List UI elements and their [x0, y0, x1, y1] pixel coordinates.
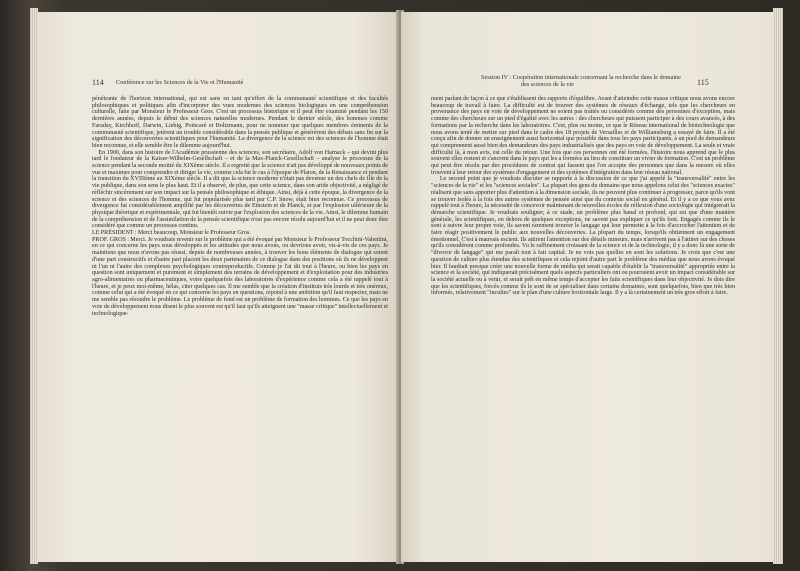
- left-page-number: 114: [92, 78, 104, 87]
- left-running-head: Conférence sur les Sciences de la Vie et l'Humanité: [116, 79, 244, 86]
- left-page-edges: [30, 8, 38, 564]
- right-running-head-line2: des sciences de la vie: [521, 81, 574, 88]
- right-page-body: ment parlant de façon à ce que s'établissent des rapports d'équilibre. Avant d'atteindre cette masse critique nous avons encore beaucoup de travail à faire. La difficulté est de trouver des systèmes de réseaux d'échange, tels que les chercheurs en provenance des pays en voie de développement ne soient pas traités ou considérés comme des personnes d'exception, mais comme des chercheurs sur un pied d'égalité avec les autres : des chercheurs qui puissent participer à des cours avancés, à des formations par la recherche dans les laboratoires. C'est, plus ou moins, ce que le Réseau international de biotechnologie que nous avons tenté de mettre sur pied dans le cadre des 18 projets de Versailles et de Williamsburg a essayé de faire. Il a été conçu afin de donner un enseignement aussi horizontal que possible dans tous les pays participants, à un pool de demandeurs qui comprennent aussi bien des demandeurs des pays industrialisés que des pays en voie de développement. La seule et vraie difficulté là, à mon avis, est celle du retour. Une fois que ces personnes ont été formées, l'histoire nous apprend que le plus souvent elles restent et s'ancrent dans le pays qui les a formées au lieu de constituer un vivier de formation. C'est un problème qui peut être résolu par des procédures de contrat qui fassent que l'on accepte des personnes que dans la mesure où elles trouvent à leur retour des systèmes d'engagement et des systèmes d'intégration dans leur réseau national. Le second point que je voudrais discuter se rapporte à la discussion de ce que j'ai appelé la "transversalité" entre les "sciences de la vie" et les "sciences sociales". La plupart des gens du domaine que nous appelons celui des "sciences exactes" réalisent que sans apporter plus d'attention à la dimension sociale, ils ne peuvent plus continuer à progresser, parce qu'ils vont se trouver isolés à la fois des autres systèmes de pensée ainsi que du contexte social en général. Et il y a ce que vous avez rappelé tout à l'heure, la nécessité de concevoir maintenant de nouvelles écoles de réflexion d'une sociologie qui intégrerait la démarche scientifique. Je voudrais souligner, à ce stade, un problème plus banal et profond, qui est que d'une manière générale, les scientifiques, en dehors de quelques exceptions, ne savent pas expliquer ce qu'ils font. Engagés comme ils le sont à suivre leur propre voie, ils savent rarement trouver le langage qui leur permette à la fois d'accrocher l'attention et de faire réagir positivement le public aux nouvelles découvertes. La plupart du temps, lorsqu'ils obtiennent un engagement émotionnel, C'est à mauvais escient. Ils attirent l'attention sur des détails mineurs, mais n'arrivent pas à l'attirer sur des choses qu'ils considèrent comme profondes. Vu le raffinement croissant de la science et de la technologie, il y a donc là une sorte de "divorce de langage" qui me paraît tout à fait capital. Je ne vois pas quelles en sont les solutions. Je crois que c'est une question de culture plus étendue des scientifiques et cela rejoint d'autre part le problème des médias que nous avons évoqué hier. Il faudrait presque créer une nouvelle forme de média qui serait capable d'établir la "transversalité" appropriée entre la science et la société, qui indiquerait précisément quels aspects particuliers ont ou pourraient avoir un impact considérable sur la société actuelle ou à venir, et serait prêt en même temps d'accepter les faits scientifiques dans leur objectivité. Je dois dire que les scientifiques, forcés comme ils le sont de se spécialiser dans certains domaines, sont quelquefois, bien que très bien informés, relativement "incultes" sur le plan d'une culture horizontale large. Il y a là certainement un très gros effort à faire.: [431, 96, 736, 297]
- right-page: [401, 12, 773, 562]
- left-page: [38, 12, 399, 562]
- right-page-edges: [773, 8, 783, 564]
- right-running-head-line1: Session IV : Coopération internationale concernant la recherche dans le domaine: [481, 74, 681, 81]
- right-page-number: 115: [697, 78, 709, 87]
- left-page-body: pénétrante de l'horizon international, qui est sans en tant qu'effort de la communauté scientifique et des facultés philosophiques et politiques afin d'incorporer des vues modernes des sciences biologiques en une compréhension culturelle, faite par Monsieur le Professeur Gros. C'est un processus historique et il peut être examiné pendant les 150 dernières années, depuis le début des sciences naturelles modernes. Pendant le dernier siècle, des hommes comme Faraday, Kirchhoff, Darwin, Liebig, Poincaré et Boltzmann, pour ne nommer que quelques membres éminents de la communauté scientifique, jetèrent un trouble considérable dans la pensée publique et générèrent des débats sans fin sur la signification des découvertes scientifiques pour l'humanité. La divergence de la science est des sciences de l'homme était bien reconnue, et elle semble être le dilemme aujourd'hui. En 1900, dans son histoire de l'Académie prussienne des sciences, son secrétaire, Adolf von Harnack – qui devint plus tard le fondateur de la Kaiser-Wilhelm-Gesellschaft – et de la Max-Planck-Gesellschaft – analyse le processus de la science pendant la seconde moitié du XIXème siècle. Il a regretté que la science n'ait pas développé de nouveaux points de vue et maximes pour comprendre et diriger la vie, comme cela fut le cas à l'époque de Platon, de la Renaissance et pendant la transition du XVIIIème au XIXème siècle. Il a dit que la science moderne n'était pas devenue un des chefs de file de la vie publique, dans son sens le plus haut. Et il a observé, de plus, que cette science, dans son aride objectivité, a négligé de réfléchir sincèrement sur son impact sur la pensée philosophique et éthique. Ainsi, déjà à cette époque, la divergence de la science et des sciences de l'homme, qui fut popularisée plus tard par C.P. Snow, était bien reconnue. Ce processus de divergence fut considérablement amplifié par les découvertes de Einstein et de Planck, et par l'explosion ultérieure de la physique théorique et expérimentale, qui fut bientôt suivie par l'explosion des sciences de la vie. Ainsi, le dilemme humain de la compréhension et de l'assimilation de la pensée scientifique n'est pas encore résolu aujourd'hui et il ne peut donc être considéré que comme un processus continu. LE PRÉSIDENT : Merci beaucoup, Monsieur le Professeur Gros. PROF. GROS : Merci. Je voudrais revenir sur le problème qui a été évoqué par Monsieur le Professeur Tocchini-Valentini, en ce qui concerne les pays sous développés et les attitudes que nous avons, ou devrions avoir, vis-à-vis de ces pays. Je maintiens que nous n'avons pas réussi, depuis de nombreuses années, à trouver les bons éléments de dialogue qui soient d'une part constructifs et d'autre part placent les deux partenaires de ce dialogue dans des positions où ils ne développent ni l'un ni l'autre des complexes psychologiques contreproductifs. Comme je l'ai dit tout à l'heure, ou bien les pays en question sont uniquement et purement et simplement des terrains de développement et d'exploitation pour des industries agro-alimentaires ou pharmaceutiques, voire quelquefois des laboratoires d'expérience comme cela a été rappelé tout à l'heure, et je peux moi-même, hélas, citer quelques cas. Il me semble que la création d'instituts très lourds et très onéreux, comme celui qui a été évoqué en ce qui concerne les pays en questions, répond à une ambition qu'il faut respecter, mais ne me semble pas résoudre le problème. Le problème de fond est un problème de formation des hommes. Ce que les pays en voie de développement nous disent le plus souvent est qu'il faut qu'ils atteignent une "masse critique" intellectuellement et technologique-: [92, 96, 388, 317]
